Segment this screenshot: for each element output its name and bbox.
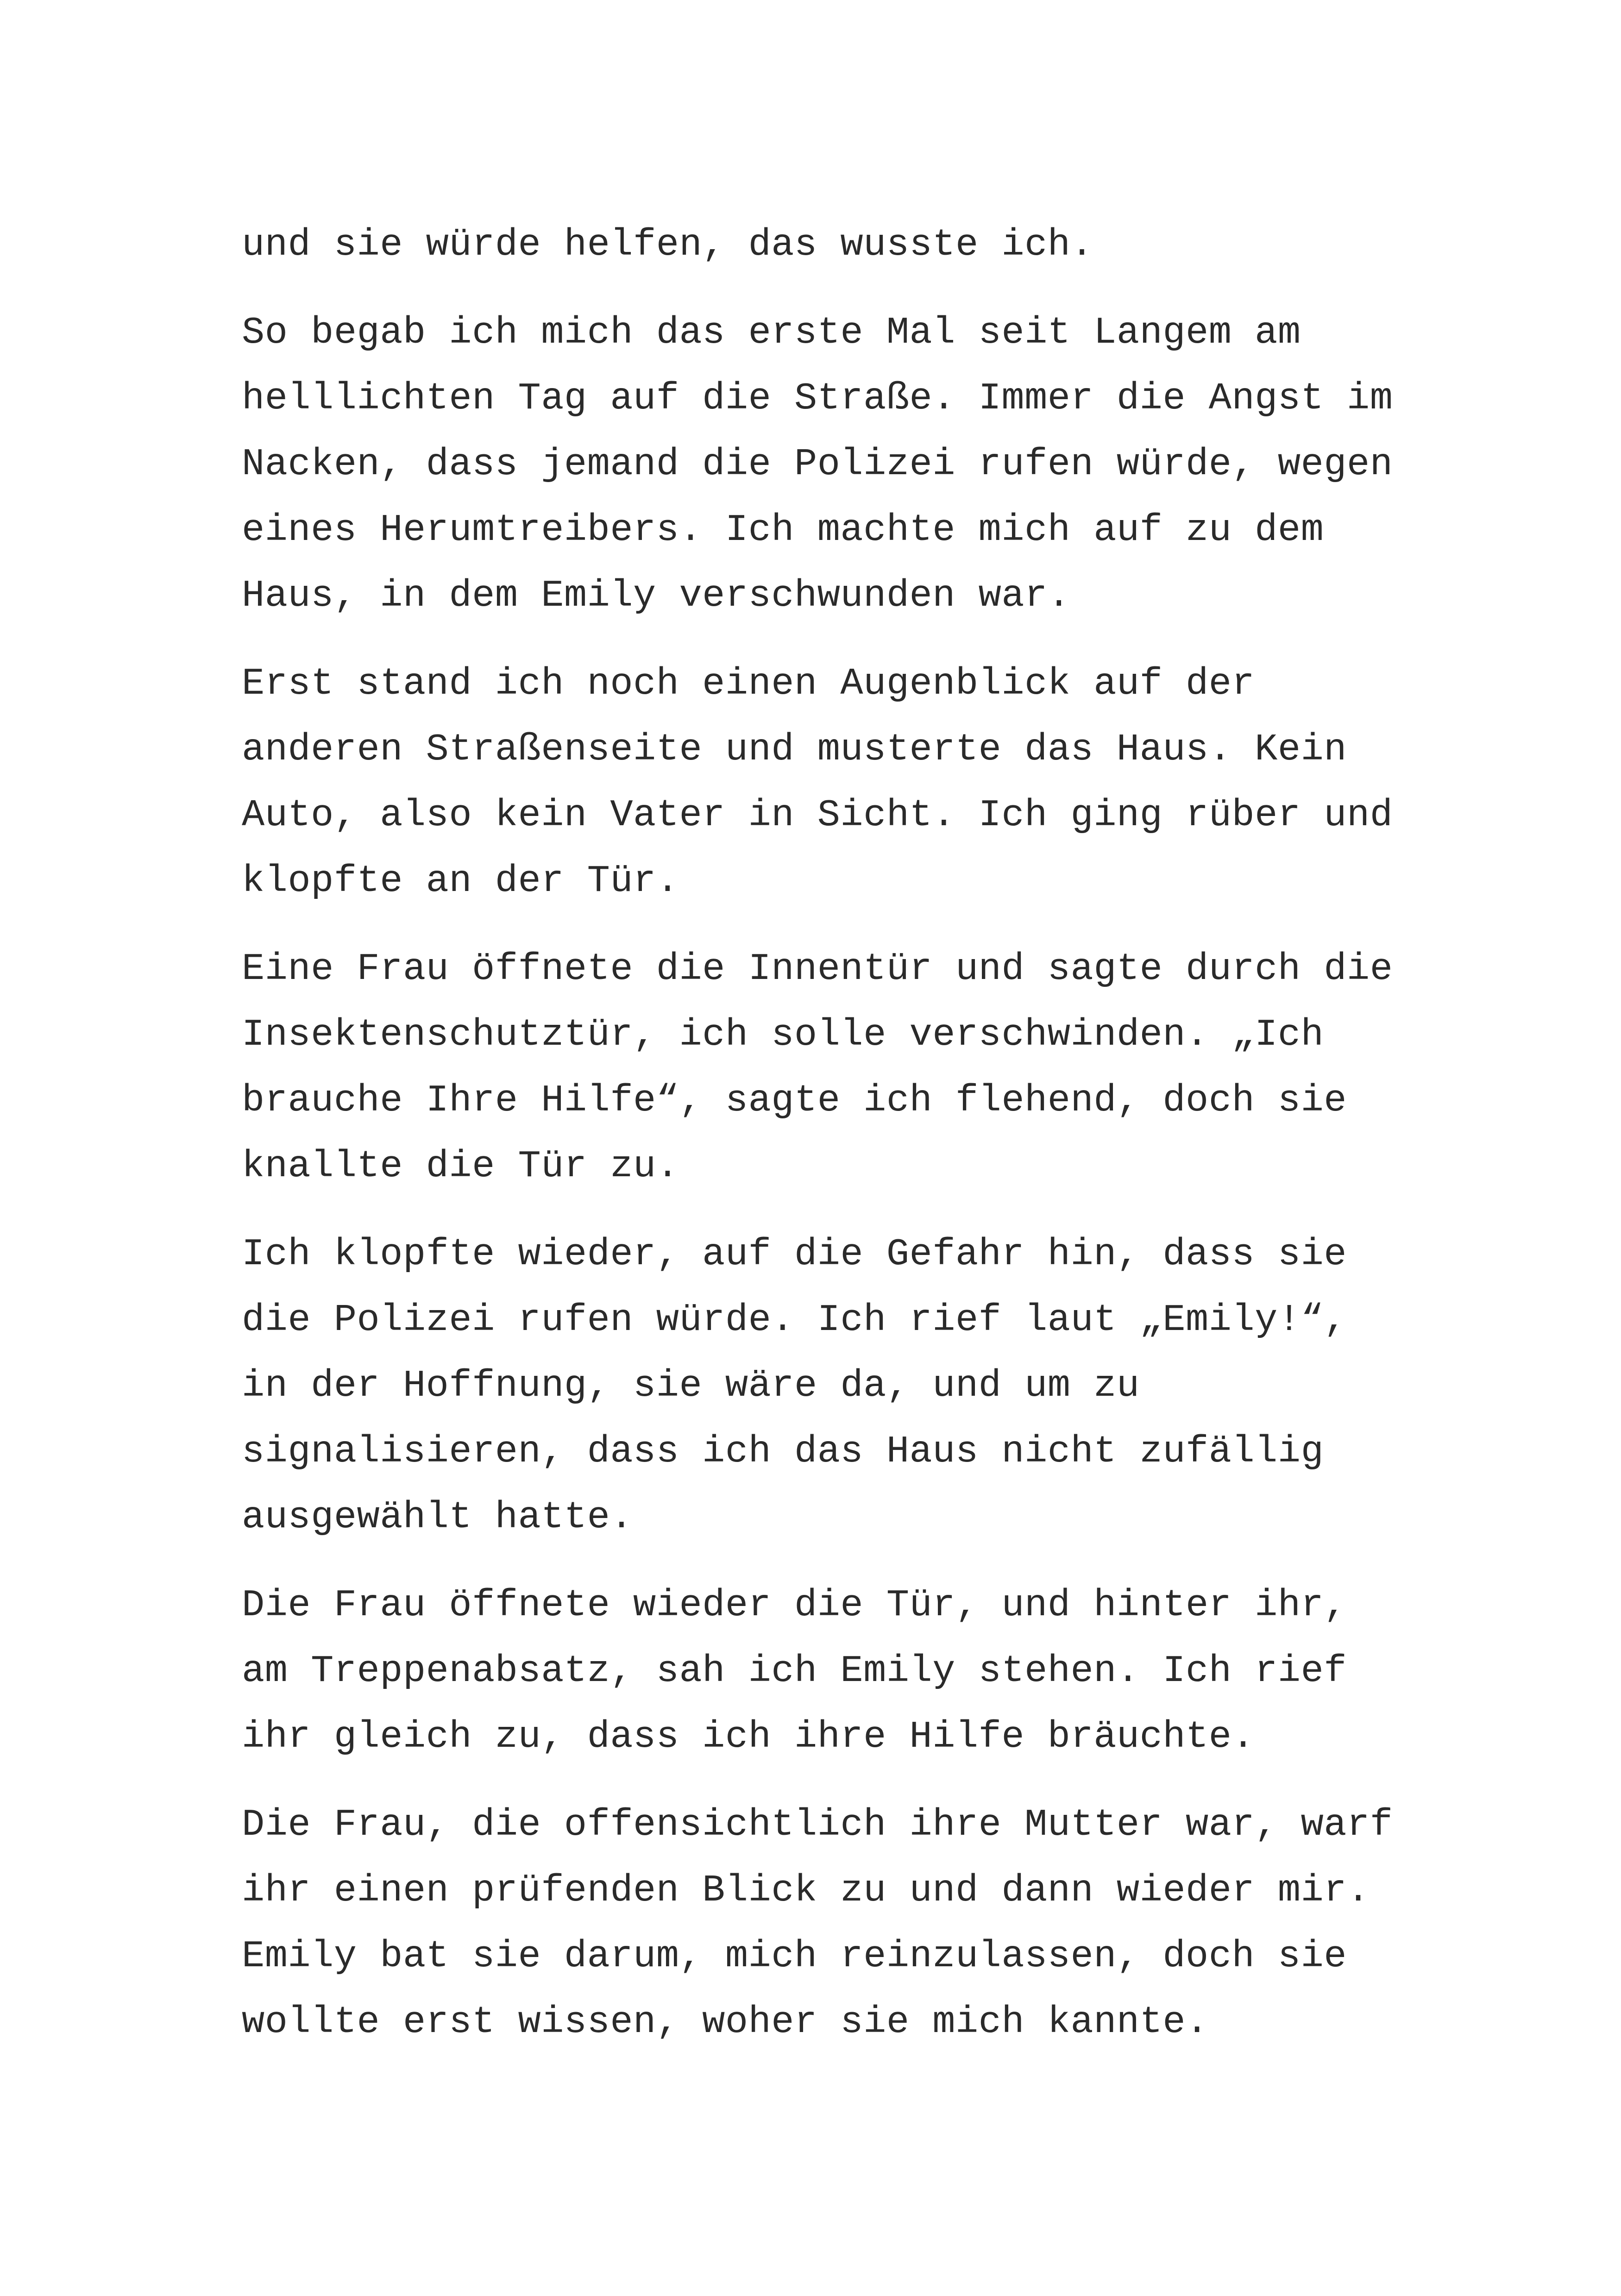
paragraph-3: Erst stand ich noch einen Augenblick auf der anderen Straßenseite und musterte das Haus. Kein Auto, also kein Vater in Sicht. Ich ging rüber und klopfte an der Tür.: [242, 662, 1393, 903]
body-text: [242, 212, 1455, 2077]
paragraph-1: und sie würde helfen, das wusste ich.: [242, 223, 1094, 266]
paragraph-6: Die Frau öffnete wieder die Tür, und hinter ihr, am Treppenabsatz, sah ich Emily stehen. Ich rief ihr gleich zu, dass ich ihre Hilfe bräuchte.: [242, 1584, 1347, 1758]
paragraph-5: Ich klopfte wieder, auf die Gefahr hin, dass sie die Polizei rufen würde. Ich rief laut „Emily!“, in der Hoffnung, sie wäre da, und um zu signalisieren, dass ich das Haus nicht zufällig ausgewählt hatte.: [242, 1233, 1347, 1539]
paragraph-7: Die Frau, die offensichtlich ihre Mutter war, warf ihr einen prüfenden Blick zu und dann wieder mir. Emily bat sie darum, mich reinzulassen, doch sie wollte erst wissen, woher sie mich kannte.: [242, 1803, 1393, 2044]
paragraph-2: So begab ich mich das erste Mal seit Langem am helllichten Tag auf die Straße. Immer die Angst im Nacken, dass jemand die Polizei rufen würde, wegen eines Herumtreibers. Ich machte mich auf zu dem Haus, in dem Emily verschwunden war.: [242, 311, 1393, 617]
paragraph-4: Eine Frau öffnete die Innentür und sagte durch die Insektenschutztür, ich solle verschwinden. „Ich brauche Ihre Hilfe“, sagte ich flehend, doch sie knallte die Tür zu.: [242, 947, 1393, 1188]
